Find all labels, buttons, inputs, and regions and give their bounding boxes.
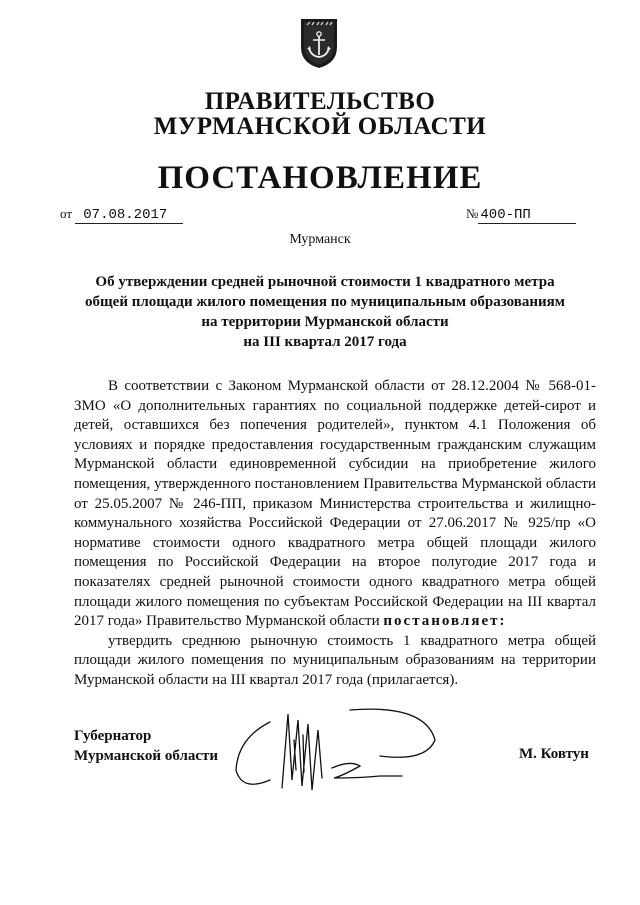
date-value: 07.08.2017 — [75, 207, 183, 224]
title-line: на территории Мурманской области — [201, 314, 449, 330]
document-type: ПОСТАНОВЛЕНИЕ — [157, 160, 483, 196]
body-paragraph-2: утвердить среднюю рыночную стоимость 1 квадратного метра общей площади жилого помещения по муниципальным образованиям на территории Мурманской области на III квартал 2017 года (прилагается). — [74, 632, 596, 688]
date-prefix: от — [60, 206, 73, 221]
document-title — [60, 272, 590, 352]
title-line: общей площади жилого помещения по муниципальным образованиям — [85, 294, 565, 310]
number-value: 400-ПП — [478, 207, 576, 224]
signer-position-line1: Губернатор — [74, 728, 152, 744]
signer-name: М. Ковтун — [519, 746, 589, 762]
signer-position-line2: Мурманской области — [74, 748, 219, 764]
title-line: на III квартал 2017 года — [243, 334, 407, 350]
number-prefix: № — [466, 206, 479, 221]
document-body — [74, 377, 596, 691]
body-paragraph-1 — [74, 377, 596, 632]
date-field — [60, 206, 183, 224]
city: Мурманск — [289, 232, 351, 247]
title-line: Об утверждении средней рыночной стоимости 1 квадратного метра — [95, 274, 555, 290]
body-paragraph-1-text: В соответствии с Законом Мурманской области от 28.12.2004 № 568-01-ЗМО «О дополнительных гарантиях по социальной поддержке детей-сирот и детей, оставшихся без попечения родителей», пунктом 4.1 Положения об условиях и порядке предоставления государственным гражданским служащим Мурманской области единовременной субсидии на приобретение жилого помещения, утвержденного постановлением Правительства Мурманской области от 25.05.2007 № 246-ПП, приказом Министерства строительства и жилищно-коммунального хозяйства Российской Федерации от 27.06.2017 № 925/пр «О нормативе стоимости одного квадратного метра общей площади жилого помещения по Российской Федерации на второе полугодие 2017 года и показателях средней рыночной стоимости одного квадратного метра общей площади жилого помещения по субъектам Российской Федерации на III квартал 2017 года» Правительство Мурманской области — [74, 378, 596, 630]
organization-name-line2: МУРМАНСКОЙ ОБЛАСТИ — [153, 113, 487, 140]
number-field — [466, 206, 576, 224]
handwritten-signature — [230, 700, 440, 800]
resolution-keyword: постановляет: — [383, 613, 507, 630]
signer-position — [74, 726, 218, 766]
organization-name-line1: ПРАВИТЕЛЬСТВО — [204, 88, 436, 115]
coat-of-arms-emblem — [298, 17, 340, 69]
